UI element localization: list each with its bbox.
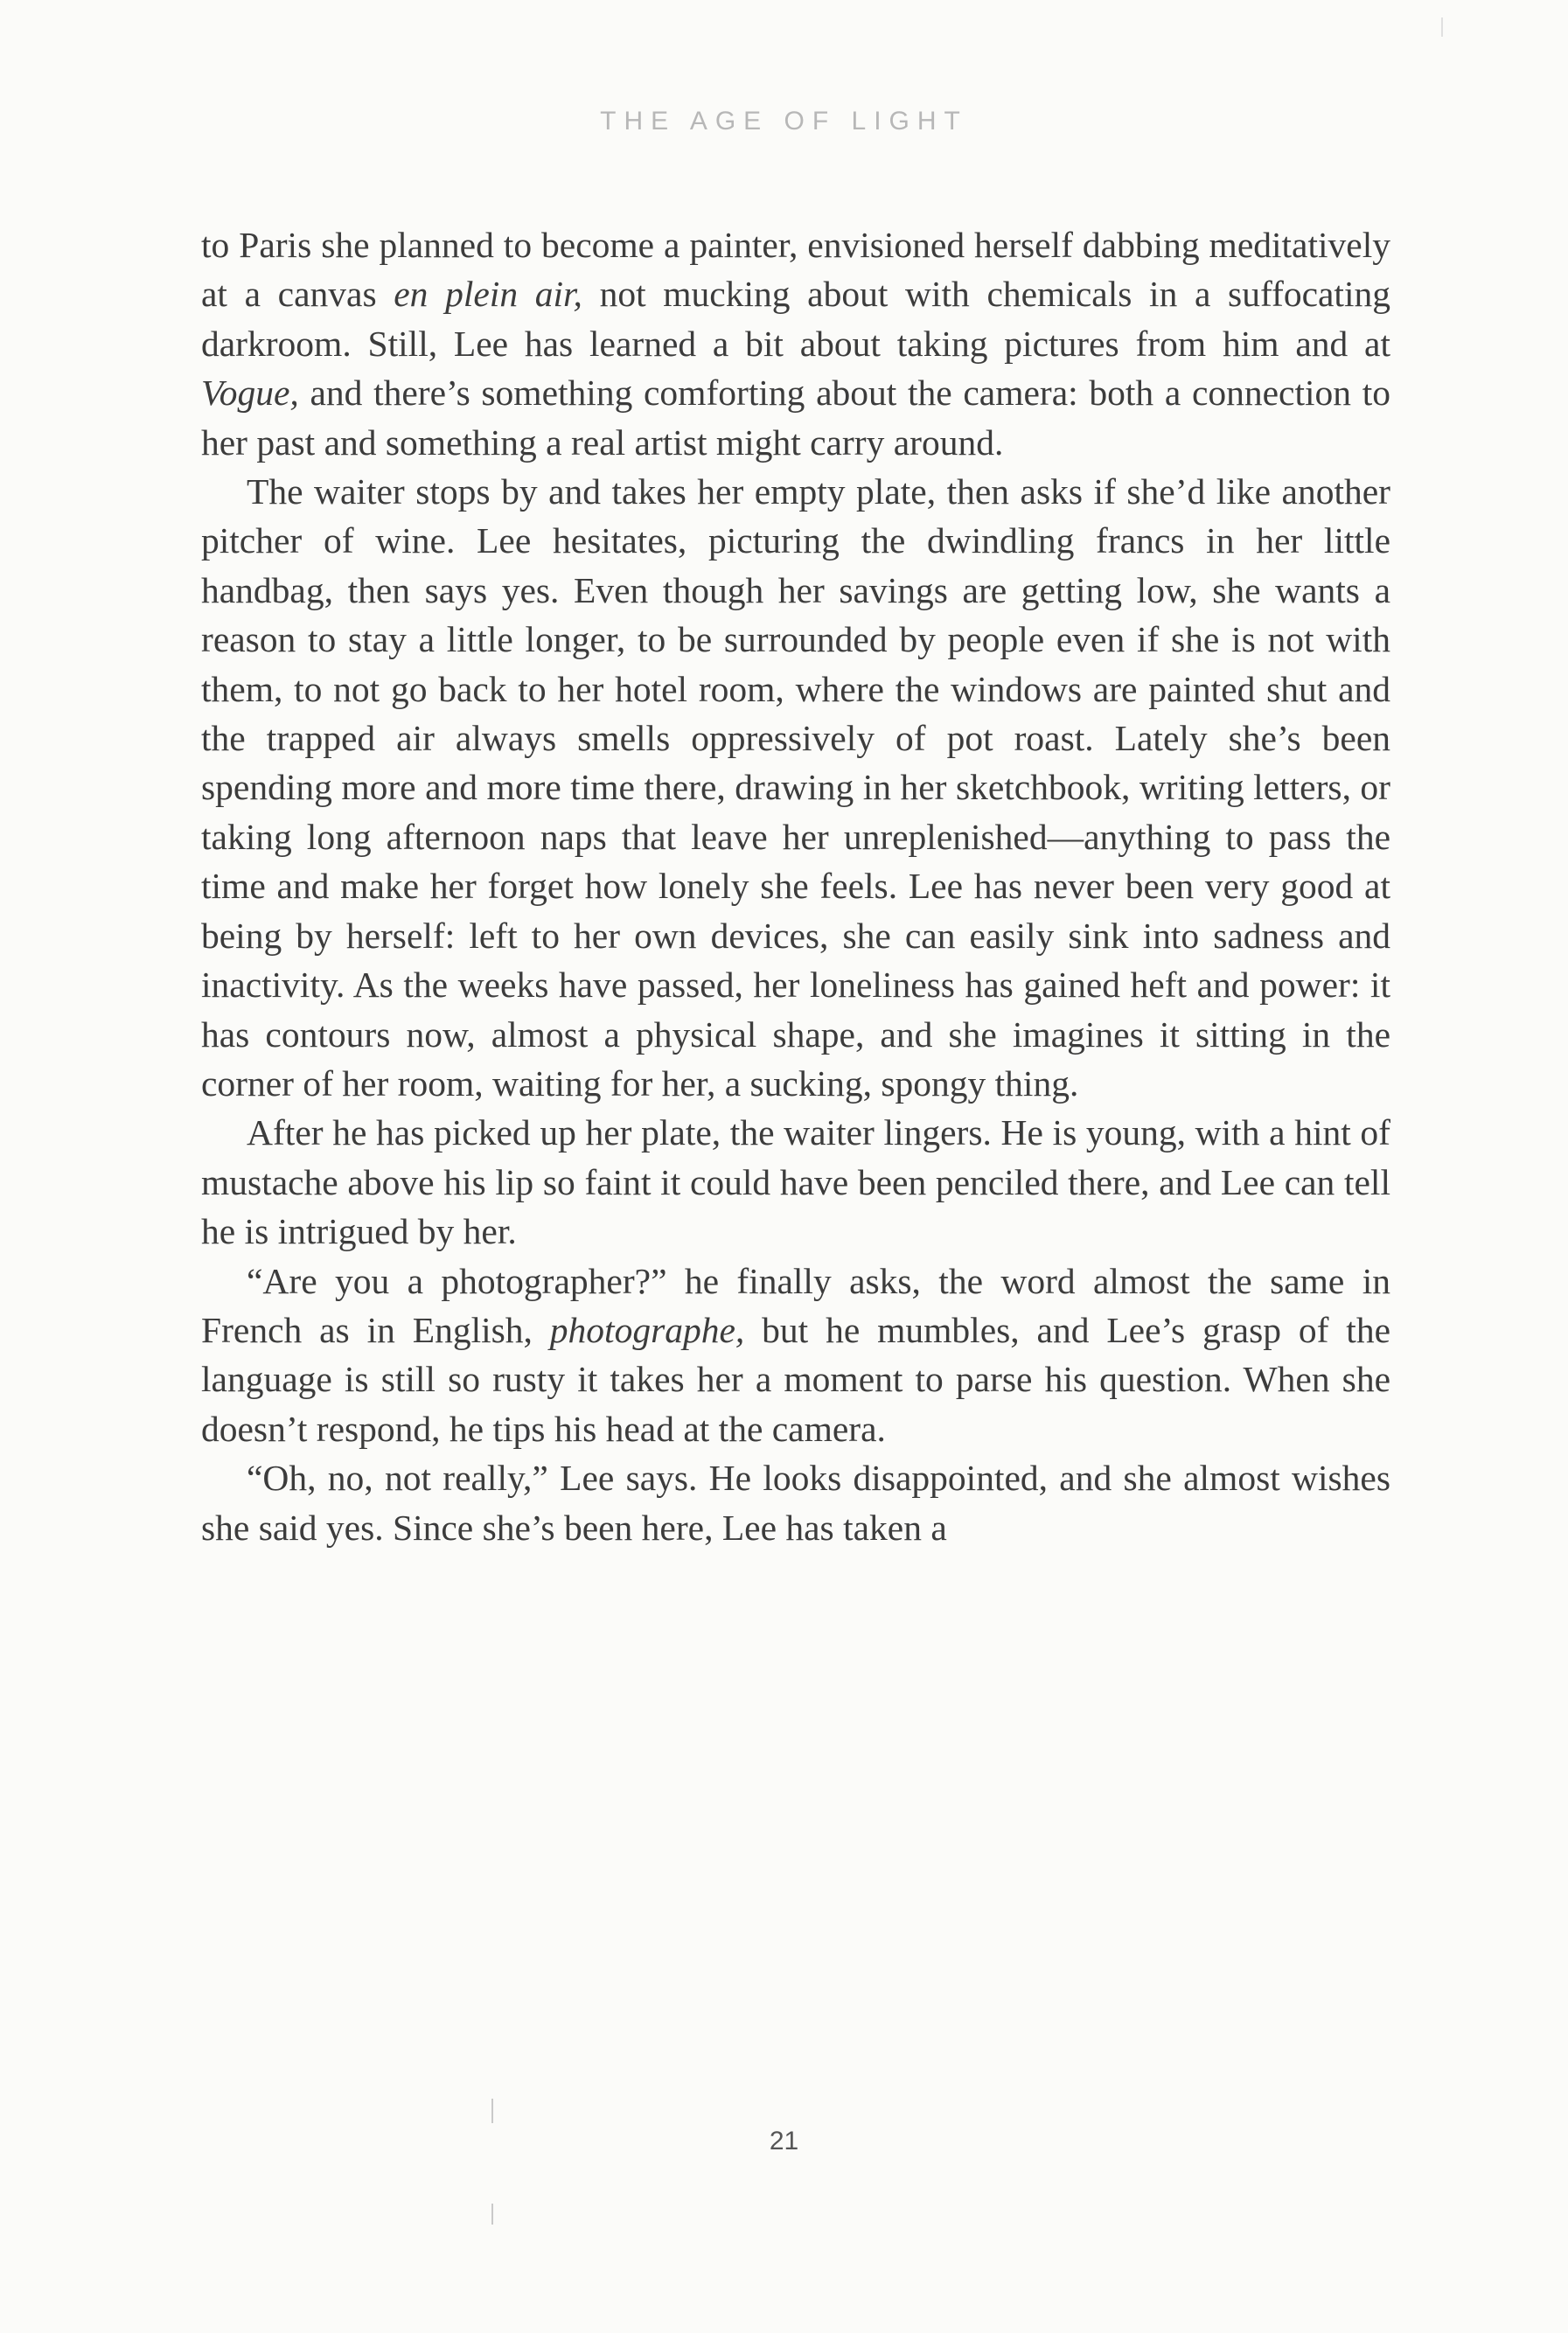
page-number: 21	[769, 2127, 799, 2155]
paragraph-4-italic-photographe: photographe,	[549, 1309, 745, 1350]
scan-mark-lower-2	[491, 2204, 493, 2225]
paragraph-1-italic-vogue: Vogue,	[201, 373, 299, 414]
scan-mark-top	[1441, 17, 1443, 37]
paragraph-3: After he has picked up her plate, the waiter lingers. He is young, with a hint of mustache above his lip so faint it could have been penciled there, and Lee can tell he is intrigued by her.	[201, 1112, 1390, 1252]
paragraph-2: The waiter stops by and takes her empty plate, then asks if she’d like another pitcher of wine. Lee hesitates, picturing the dwindling francs in her little handbag, then says yes. Even though her savings are getting low, she wants a reason to stay a little longer, to be surrounded by people even if she is not with them, to not go back to her hotel room, where the windows are painted shut and the trapped air always smells oppressively of pot roast. Lately she’s been spending more and more time there, drawing in her sketchbook, writing letters, or taking long afternoon naps that leave her unreplenished—anything to pass the time and make her forget how lonely she feels. Lee has never been very good at being by herself: left to her own devices, she can easily sink into sadness and inactivity. As the weeks have passed, her loneliness has gained heft and power: it has contours now, almost a physical shape, and she imagines it sitting in the corner of her room, waiting for her, a sucking, spongy thing.	[201, 471, 1390, 1104]
body-text	[201, 220, 1390, 1552]
paragraph-4-part-a: “Are you a photographer?” he finally asks, the word almost the same in French as in English,	[201, 1260, 1390, 1350]
paragraph-4-part-b: but he mumbles, and Lee’s grasp of the language is still so rusty it takes her a moment to parse his question. When she doesn’t respond, he tips his head at the camera.	[201, 1309, 1390, 1449]
paragraph-5: “Oh, no, not really,” Lee says. He looks disappointed, and she almost wishes she said yes. Since she’s been here, Lee has taken a	[201, 1458, 1390, 1548]
running-head: THE AGE OF LIGHT	[600, 107, 968, 136]
paragraph-1-italic-en-plein-air: en plein air,	[394, 274, 582, 315]
scan-mark-lower-1	[491, 2099, 493, 2123]
paragraph-1-part-c: and there’s something comforting about the camera: both a connection to her past and something a real artist might carry around.	[201, 373, 1390, 463]
paragraph-4	[201, 1257, 1390, 1454]
paragraph-1-part-a: to Paris she planned to become a painter, envisioned herself dabbing meditatively at a canvas	[201, 225, 1390, 315]
paragraph-1	[201, 220, 1390, 467]
paragraph-1-part-b: not mucking about with chemicals in a suffocating darkroom. Still, Lee has learned a bit about taking pictures from him and at	[201, 274, 1390, 364]
